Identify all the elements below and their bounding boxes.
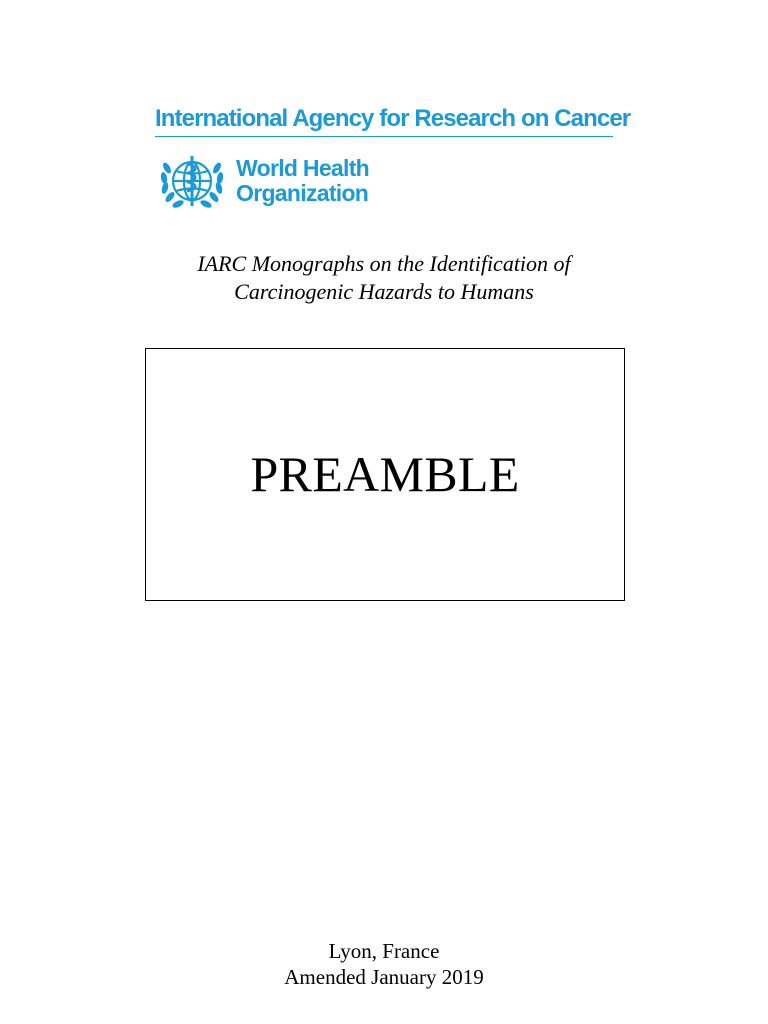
agency-name bbox=[155, 104, 631, 134]
agency-name-text: International Agency for Research on Cancer bbox=[155, 105, 631, 132]
who-emblem-icon bbox=[154, 150, 230, 214]
agency-underline bbox=[155, 136, 613, 137]
footer bbox=[0, 938, 768, 990]
footer-location: Lyon, France bbox=[328, 939, 440, 963]
series-title-line2: Carcinogenic Hazards to Humans bbox=[234, 279, 534, 304]
organization-name-line1: World Health bbox=[236, 155, 370, 181]
series-title bbox=[0, 250, 768, 306]
document-title: PREAMBLE bbox=[250, 446, 520, 502]
title-box bbox=[145, 348, 625, 601]
organization-name bbox=[236, 156, 369, 206]
footer-amended-date: Amended January 2019 bbox=[284, 965, 484, 989]
organization-name-line2: Organization bbox=[236, 180, 369, 206]
series-title-line1: IARC Monographs on the Identification of bbox=[197, 251, 571, 276]
